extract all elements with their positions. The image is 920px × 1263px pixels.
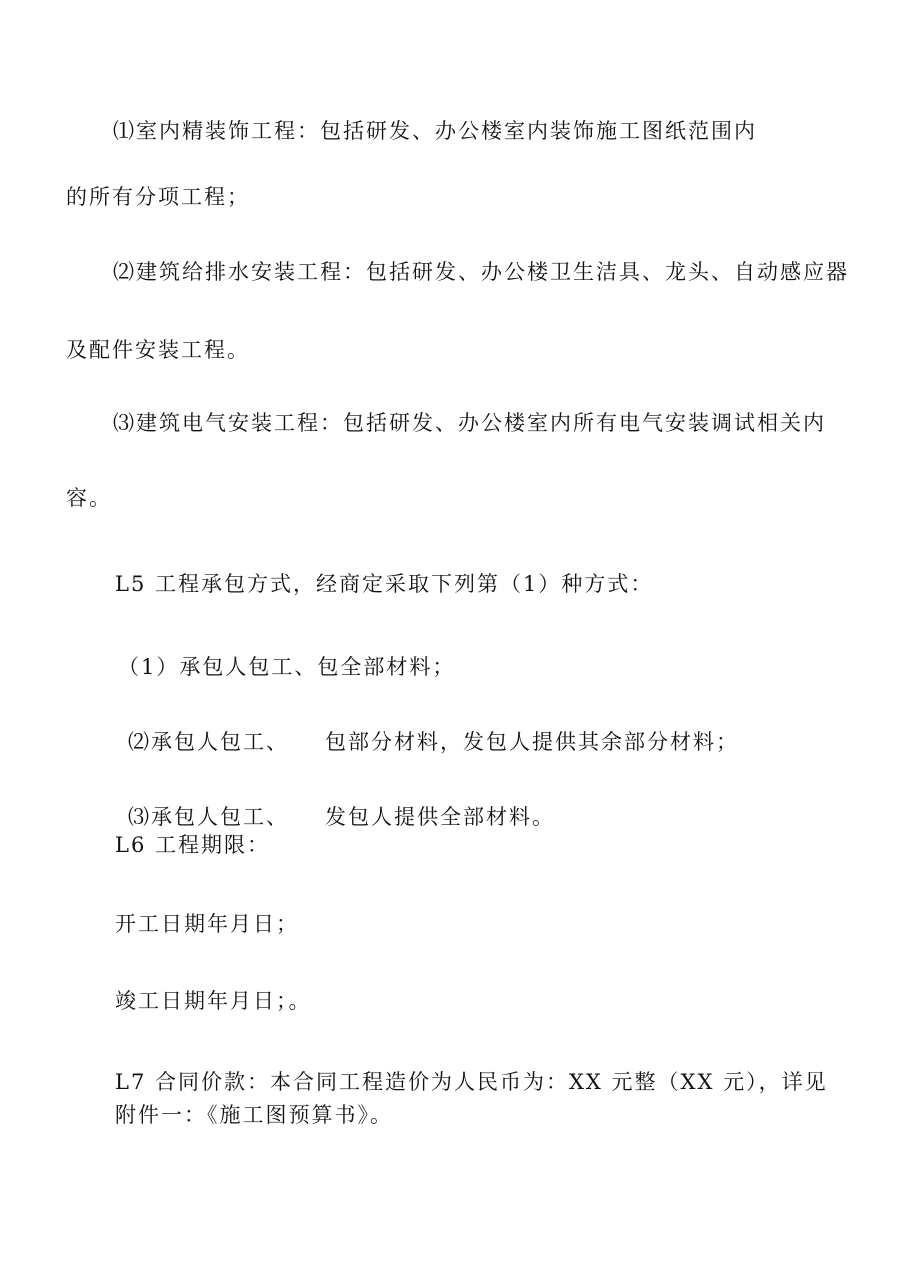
contract-option-3-part-b: 发包人提供全部材料。 (325, 805, 555, 829)
contract-price-line-1: L7 合同价款：本合同工程造价为人民币为：XX 元整（XX 元），详见 (115, 1070, 828, 1094)
contract-option-3-part-a: ⑶承包人包工、 (128, 805, 289, 829)
schedule-heading: L6 工程期限： (115, 833, 270, 857)
contract-option-1: （1）承包人包工、包全部材料； (118, 655, 456, 679)
scope-item-3-line-2: 容。 (66, 486, 112, 510)
contract-option-2-part-b: 包部分材料，发包人提供其余部分材料； (325, 730, 739, 754)
scope-item-2-line-2: 及配件安装工程。 (66, 338, 250, 362)
contract-price-line-2: 附件一：《施工图预算书》。 (115, 1103, 393, 1127)
scope-item-1-line-2: 的所有分项工程； (66, 185, 250, 209)
schedule-end-date: 竣工日期年月日；。 (115, 989, 312, 1013)
schedule-start-date: 开工日期年月日； (115, 912, 299, 936)
contract-option-2-part-a: ⑵承包人包工、 (128, 730, 289, 754)
contract-method-heading: L5 工程承包方式，经商定采取下列第（1）种方式： (115, 572, 654, 596)
scope-item-2-line-1: ⑵建筑给排水安装工程：包括研发、办公楼卫生洁具、龙头、自动感应器 (113, 260, 849, 284)
scope-item-3-line-1: ⑶建筑电气安装工程：包括研发、办公楼室内所有电气安装调试相关内 (113, 411, 826, 435)
scope-item-1-line-1: ⑴室内精装饰工程：包括研发、办公楼室内装饰施工图纸范围内 (113, 119, 757, 143)
